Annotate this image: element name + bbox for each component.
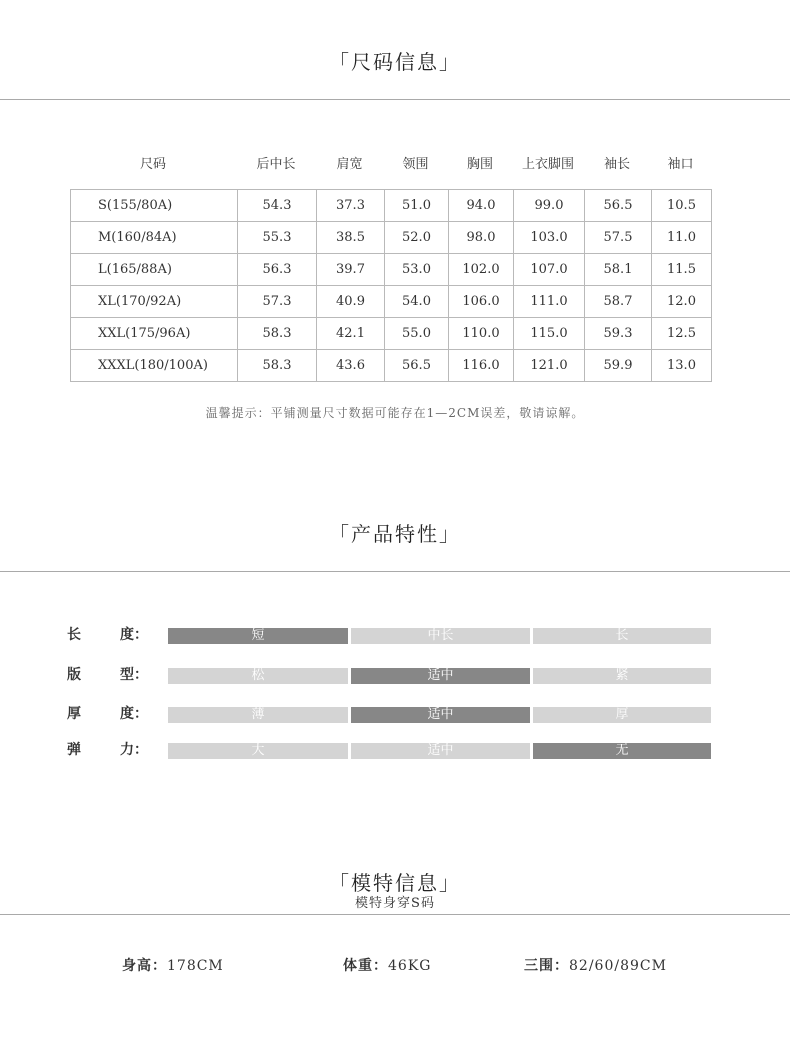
table-cell: 98.0 xyxy=(449,222,514,254)
table-cell: 56.5 xyxy=(385,350,449,382)
header-cell: 袖口 xyxy=(667,157,694,172)
header-cell: 领围 xyxy=(402,157,429,172)
table-cell: 52.0 xyxy=(385,222,449,254)
feature-label-suffix: 度： xyxy=(120,627,148,643)
model-weight-value: 46KG xyxy=(388,958,432,974)
header-cell: 上衣脚围 xyxy=(521,157,574,172)
measurement-note: 温馨提示：平铺测量尺寸数据可能存在1—2CM误差，敬请谅解。 xyxy=(205,406,585,420)
table-cell: 107.0 xyxy=(514,254,585,286)
model-section-title: 「模特信息」 xyxy=(329,871,461,895)
model-measurements xyxy=(524,955,667,975)
table-cell: 59.3 xyxy=(585,318,652,350)
table-cell: 111.0 xyxy=(514,286,585,318)
table-cell: 12.5 xyxy=(652,318,712,350)
size-cell: M(160/84A) xyxy=(71,222,238,254)
table-cell: 13.0 xyxy=(652,350,712,382)
table-cell: 56.5 xyxy=(585,190,652,222)
table-cell: 57.3 xyxy=(238,286,317,318)
table-cell: 37.3 xyxy=(317,190,385,222)
size-section-title: 「尺码信息」 xyxy=(329,50,461,74)
model-measure-label: 三围： xyxy=(524,958,569,974)
model-height-value: 178CM xyxy=(167,958,224,974)
header-cell: 胸围 xyxy=(466,157,493,172)
table-cell: 11.0 xyxy=(652,222,712,254)
table-row xyxy=(71,254,712,286)
feature-option: 紧 xyxy=(533,668,711,684)
model-measure-value: 82/60/89CM xyxy=(569,958,667,974)
feature-label-suffix: 度： xyxy=(120,706,148,722)
feature-option: 厚 xyxy=(533,707,711,723)
feature-option: 大 xyxy=(168,743,348,759)
table-cell: 53.0 xyxy=(385,254,449,286)
table-cell: 55.0 xyxy=(385,318,449,350)
table-cell: 54.0 xyxy=(385,286,449,318)
feature-row-thickness xyxy=(0,703,790,723)
feature-label: 长 xyxy=(67,627,81,643)
feature-row-elasticity xyxy=(0,739,790,759)
feature-option: 适中 xyxy=(351,668,530,684)
table-cell: 115.0 xyxy=(514,318,585,350)
feature-option: 短 xyxy=(168,628,348,644)
feature-row-length xyxy=(0,624,790,644)
size-table xyxy=(70,189,712,382)
size-cell: XXXL(180/100A) xyxy=(71,350,238,382)
size-cell: S(155/80A) xyxy=(71,190,238,222)
table-cell: 11.5 xyxy=(652,254,712,286)
table-cell: 58.1 xyxy=(585,254,652,286)
table-row xyxy=(71,350,712,382)
table-cell: 106.0 xyxy=(449,286,514,318)
feature-option: 适中 xyxy=(351,707,530,723)
table-cell: 56.3 xyxy=(238,254,317,286)
table-cell: 43.6 xyxy=(317,350,385,382)
table-cell: 103.0 xyxy=(514,222,585,254)
table-row xyxy=(71,222,712,254)
table-cell: 55.3 xyxy=(238,222,317,254)
feature-option: 松 xyxy=(168,668,348,684)
feature-label: 版 xyxy=(67,667,81,683)
table-cell: 116.0 xyxy=(449,350,514,382)
feature-option: 无 xyxy=(533,743,711,759)
table-cell: 59.9 xyxy=(585,350,652,382)
feature-label: 弹 xyxy=(67,742,81,758)
header-cell: 后中长 xyxy=(256,157,296,172)
table-cell: 42.1 xyxy=(317,318,385,350)
table-cell: 99.0 xyxy=(514,190,585,222)
header-cell: 袖长 xyxy=(603,157,630,172)
table-cell: 121.0 xyxy=(514,350,585,382)
table-cell: 54.3 xyxy=(238,190,317,222)
feature-section-title: 「产品特性」 xyxy=(329,522,461,546)
model-height xyxy=(122,955,224,975)
table-cell: 40.9 xyxy=(317,286,385,318)
feature-option: 中长 xyxy=(351,628,530,644)
table-cell: 38.5 xyxy=(317,222,385,254)
table-cell: 94.0 xyxy=(449,190,514,222)
header-cell: 尺码 xyxy=(139,157,166,172)
feature-row-fit xyxy=(0,664,790,684)
table-cell: 102.0 xyxy=(449,254,514,286)
model-height-label: 身高： xyxy=(122,958,167,974)
table-cell: 58.3 xyxy=(238,318,317,350)
size-cell: XL(170/92A) xyxy=(71,286,238,318)
table-cell: 110.0 xyxy=(449,318,514,350)
size-cell: L(165/88A) xyxy=(71,254,238,286)
model-weight-label: 体重： xyxy=(343,958,388,974)
divider xyxy=(0,914,790,915)
table-row xyxy=(71,190,712,222)
table-cell: 57.5 xyxy=(585,222,652,254)
feature-option: 适中 xyxy=(351,743,530,759)
table-cell: 12.0 xyxy=(652,286,712,318)
feature-option: 薄 xyxy=(168,707,348,723)
table-row xyxy=(71,318,712,350)
table-cell: 10.5 xyxy=(652,190,712,222)
divider xyxy=(0,571,790,572)
table-cell: 39.7 xyxy=(317,254,385,286)
feature-label-suffix: 型： xyxy=(120,667,148,683)
feature-option: 长 xyxy=(533,628,711,644)
header-cell: 肩宽 xyxy=(336,157,363,172)
table-cell: 58.3 xyxy=(238,350,317,382)
feature-label-suffix: 力： xyxy=(120,742,148,758)
model-subtitle: 模特身穿S码 xyxy=(355,896,435,911)
divider xyxy=(0,99,790,100)
table-cell: 51.0 xyxy=(385,190,449,222)
model-weight xyxy=(343,955,431,975)
table-row xyxy=(71,286,712,318)
feature-label: 厚 xyxy=(67,706,81,722)
table-cell: 58.7 xyxy=(585,286,652,318)
size-cell: XXL(175/96A) xyxy=(71,318,238,350)
